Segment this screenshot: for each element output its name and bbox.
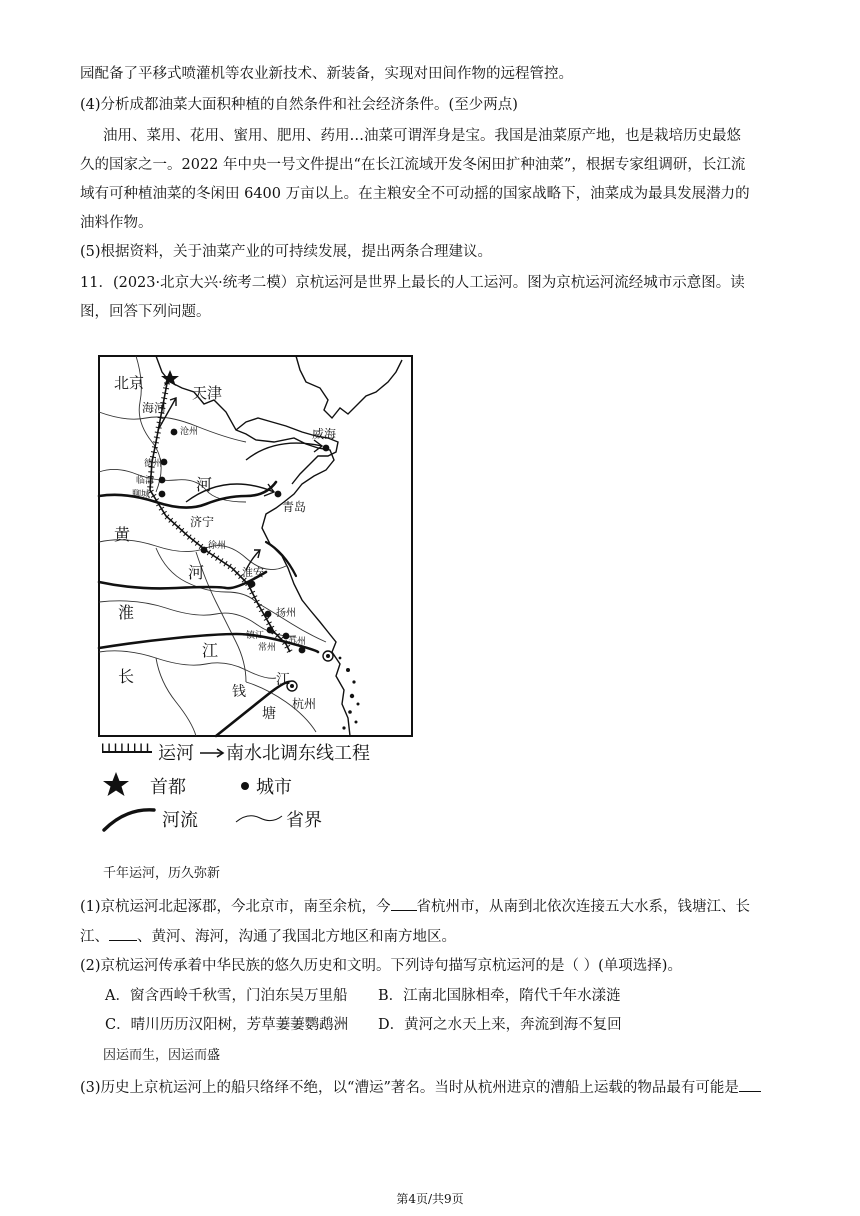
- question-4: (4)分析成都油菜大面积种植的自然条件和社会经济条件。(至少两点): [80, 97, 518, 113]
- city-dots: [159, 429, 330, 654]
- label-suzhou: 苏州: [288, 637, 307, 647]
- label-qian: 钱: [232, 684, 246, 700]
- label-liaocheng: 聊城: [132, 490, 151, 500]
- question-3: (3)历史上京杭运河上的船只络绎不绝，以“漕运”著名。当时从杭州进京的漕船上运载的物品最有可能是: [80, 1076, 761, 1098]
- label-huai: 淮: [118, 603, 135, 622]
- label-tang: 塘: [262, 706, 276, 722]
- label-hangzhou: 杭州: [292, 697, 317, 711]
- label-xuzhou: 徐州: [208, 541, 227, 551]
- label-huang: 黄: [114, 525, 131, 544]
- label-haihe: 海河: [142, 401, 167, 415]
- label-dezhou: 德州: [144, 459, 163, 469]
- section-heading: 千年运河，历久弥新: [103, 866, 221, 881]
- option-d[interactable]: D．黄河之水天上来，奔流到海不复回: [378, 1017, 622, 1033]
- label-tianjin: 天津: [192, 384, 223, 402]
- legend-river-label: 河流: [162, 810, 198, 831]
- yellow-river: [99, 482, 276, 508]
- diversion-arrows: [158, 398, 322, 570]
- legend-canal-label: 运河: [158, 743, 194, 764]
- legend-river-symbol: [104, 810, 154, 830]
- option-c[interactable]: C．晴川历历汉阳树，芳草萋萋鹦鹉洲: [105, 1017, 349, 1033]
- legend-border-symbol: [236, 816, 282, 822]
- label-weihai: 威海: [312, 427, 337, 441]
- question-11-stem: 图，回答下列问题。: [80, 304, 211, 320]
- label-cangzhou: 沧州: [180, 427, 199, 437]
- label-changzhou: 常州: [258, 643, 277, 653]
- label-he: 河: [188, 563, 205, 582]
- qiantang-river: [216, 682, 291, 736]
- islands: [339, 657, 360, 730]
- question-1-cont: 江、 、黄河、海河，沟通了我国北方地区和南方地区。: [80, 925, 456, 947]
- label-beijing: 北京: [114, 374, 145, 392]
- map-legend: [102, 742, 370, 831]
- coastline: [156, 356, 350, 736]
- legend-capital-label: 首都: [150, 777, 186, 798]
- label-chang: 长: [118, 667, 135, 686]
- paragraph-line: 域有可种植油菜的冬闲田 6400 万亩以上。在主粮安全不可动摇的国家战略下，油菜成为最具发展潜力的: [80, 186, 750, 202]
- answer-blank[interactable]: [739, 1076, 761, 1092]
- label-jiang: 江: [202, 641, 219, 660]
- section-heading: 因运而生，因运而盛: [103, 1048, 221, 1063]
- label-jiang: 江: [276, 672, 290, 688]
- label-huaian: 淮安: [242, 566, 264, 579]
- label-yangzhou: 扬州: [276, 608, 296, 619]
- page-footer: 第4页/共9页: [396, 1192, 464, 1206]
- paragraph-line: 油用、菜用、花用、蜜用、肥用、药用…油菜可谓浑身是宝。我国是油菜原产地，也是栽培历史最悠: [103, 128, 741, 144]
- legend-capital-symbol: [103, 772, 129, 796]
- legend-city-label: 城市: [256, 777, 292, 798]
- label-linqing: 临清: [136, 476, 155, 486]
- option-b[interactable]: B．江南北国脉相牵，隋代千年水漾涟: [378, 988, 621, 1004]
- legend-border-label: 省界: [286, 810, 322, 831]
- label-qingdao: 青岛: [282, 500, 307, 514]
- legend-city-symbol: [241, 782, 249, 790]
- answer-blank[interactable]: [391, 895, 417, 911]
- question-11-stem: 11．(2023·北京大兴·统考二模）京杭运河是世界上最长的人工运河。图为京杭运河流经城市示意图。读: [80, 275, 745, 291]
- paragraph-line: 久的国家之一。2022 年中央一号文件提出“在长江流域开发冬闲田扩种油菜”，根据专家组调研，长江流: [80, 157, 746, 173]
- option-a[interactable]: A．窗含西岭千秋雪，门泊东吴万里船: [105, 988, 348, 1004]
- paragraph-line: 油料作物。: [80, 215, 153, 231]
- label-he: 河: [196, 475, 213, 494]
- canal-map: [96, 352, 416, 842]
- question-5: (5)根据资料，关于油菜产业的可持续发展，提出两条合理建议。: [80, 244, 493, 260]
- label-zhenjiang: 镇江: [246, 631, 265, 641]
- answer-blank[interactable]: [109, 925, 137, 941]
- question-2: (2)京杭运河传承着中华民族的悠久历史和文明。下列诗句描写京杭运河的是（ ）(单项选择)。: [80, 958, 682, 974]
- legend-diversion-label: 南水北调东线工程: [226, 743, 370, 764]
- question-1: (1)京杭运河北起涿郡，今北京市，南至余杭，今 省杭州市，从南到北依次连接五大水系，钱塘江、长: [80, 895, 750, 917]
- label-jining: 济宁: [190, 515, 215, 529]
- text-line: 园配备了平移式喷灌机等农业新技术、新装备，实现对田间作物的远程管控。: [80, 66, 573, 82]
